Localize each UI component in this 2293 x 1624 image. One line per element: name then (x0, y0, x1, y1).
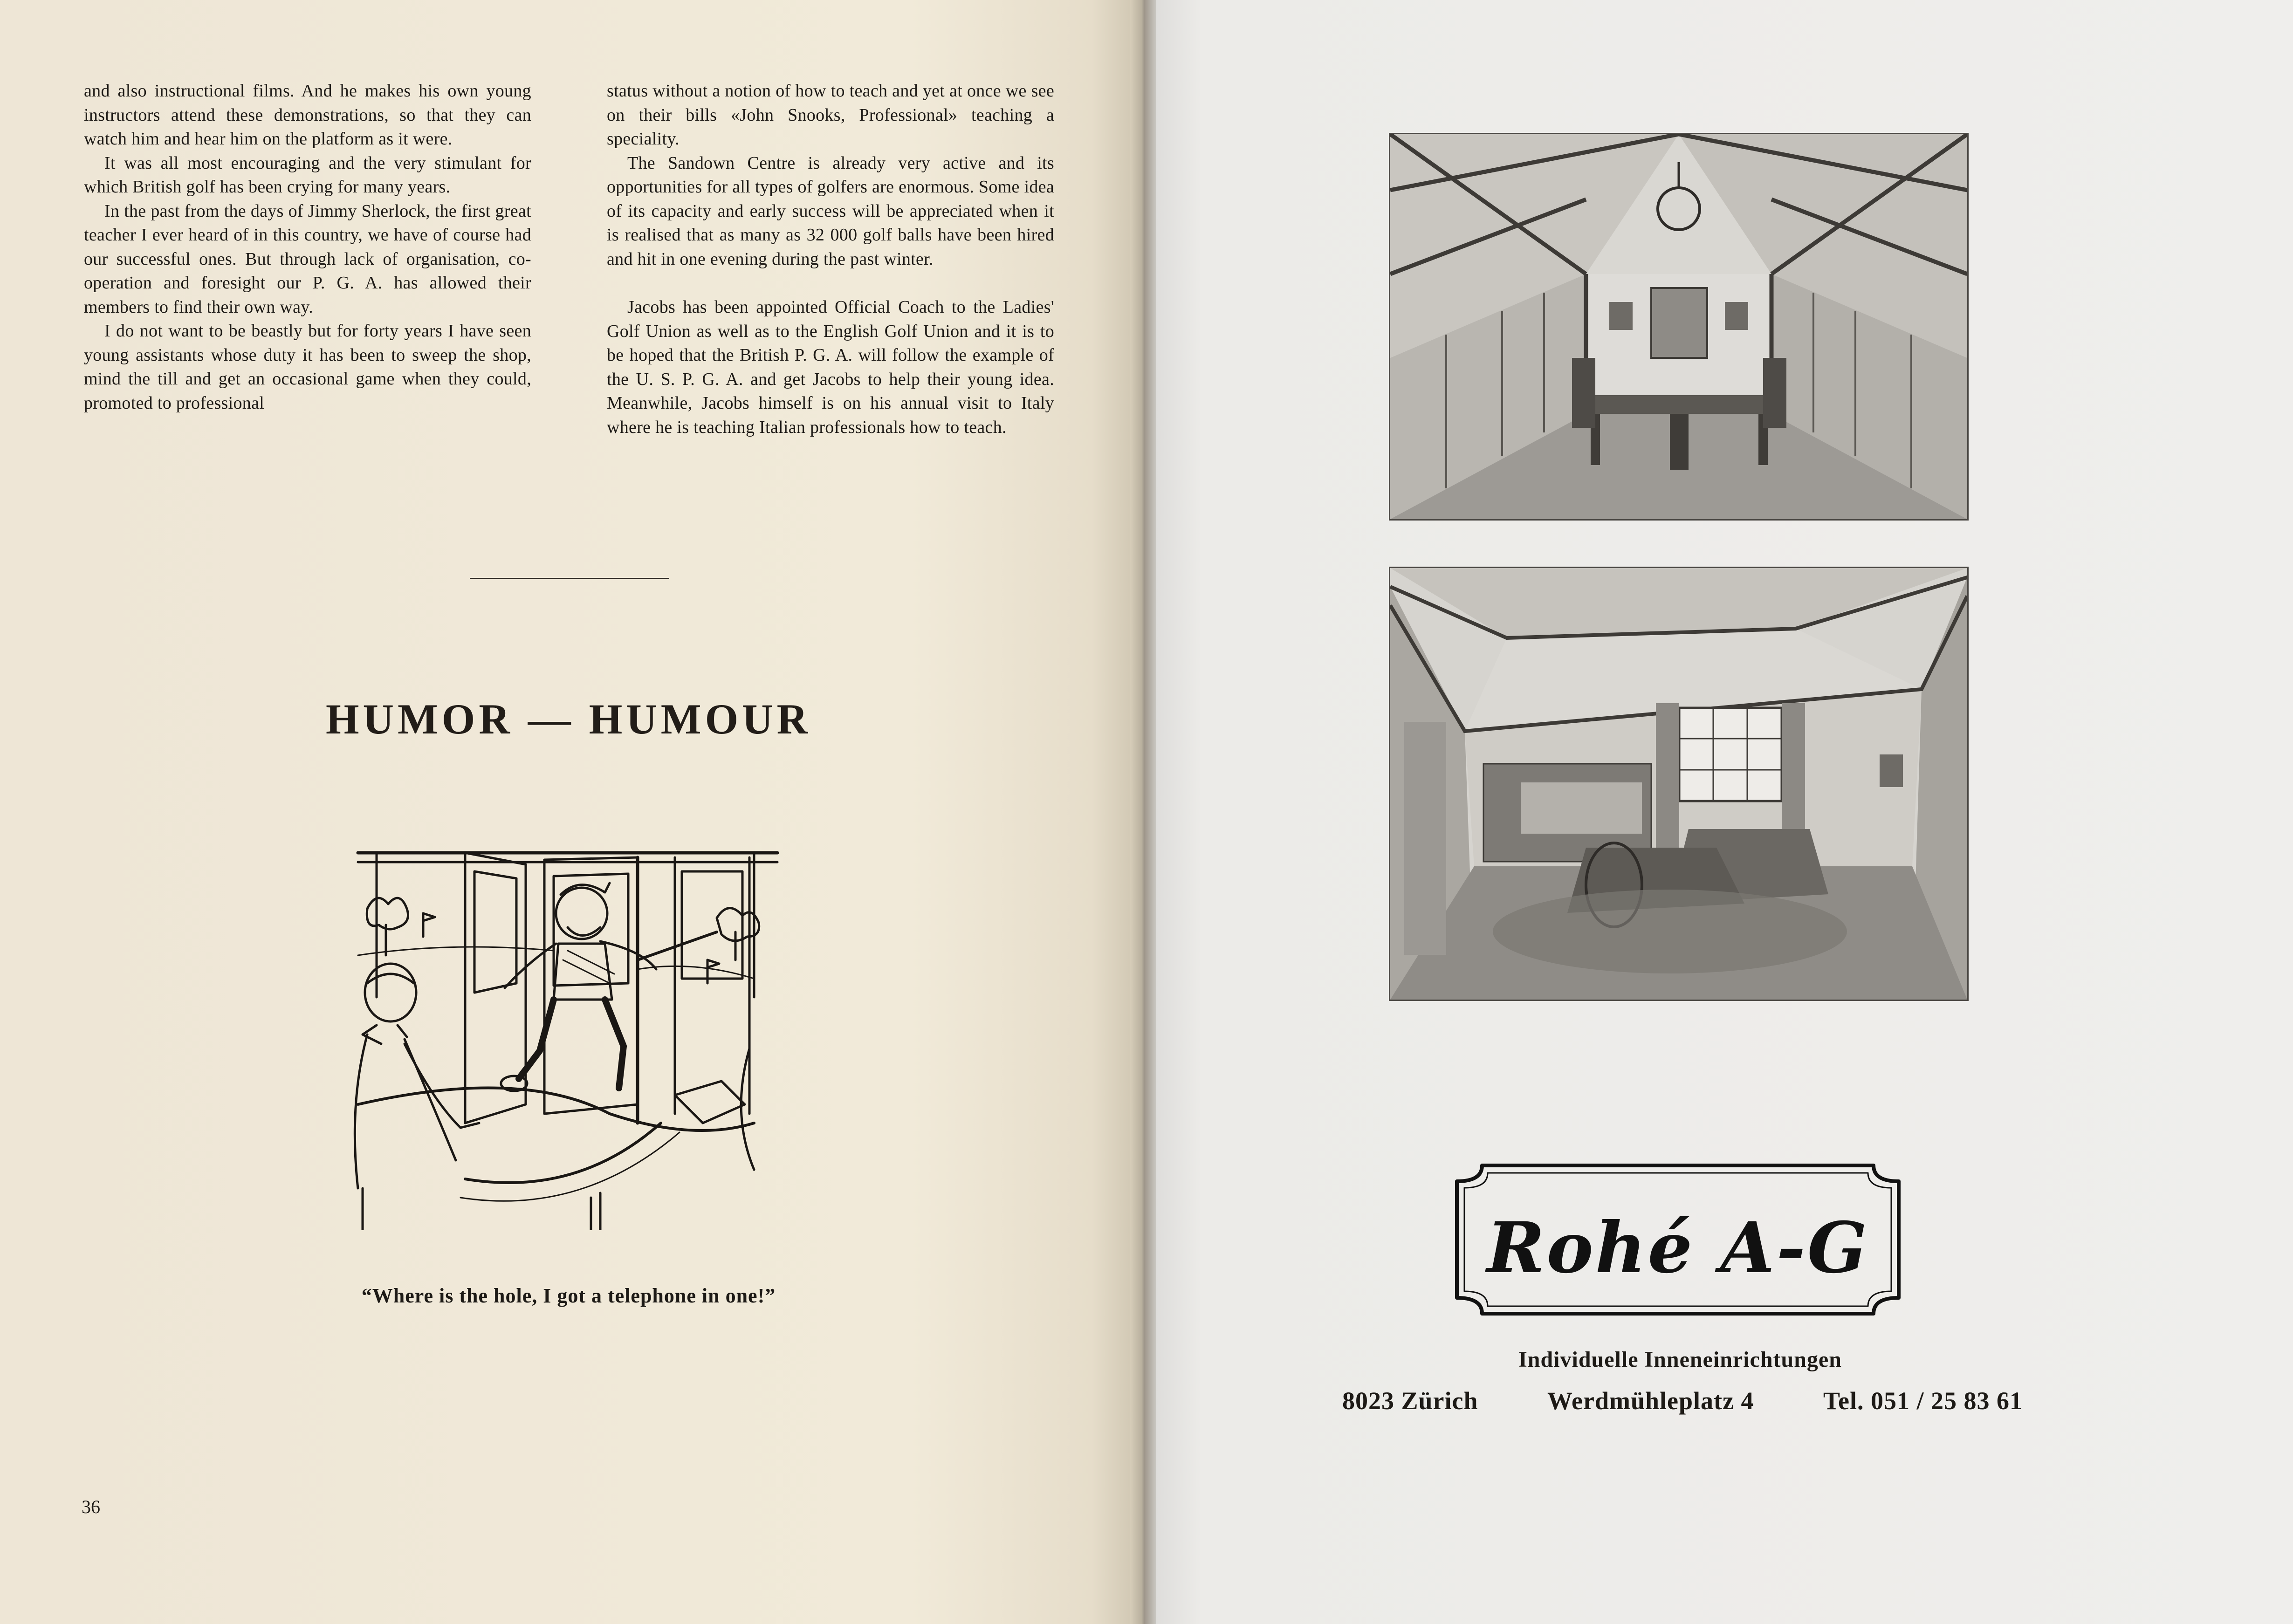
brand-logo-text: Rohé A-G (1486, 1207, 1869, 1289)
attic-dining-room-illustration (1389, 133, 1969, 521)
humor-heading: HUMOR — HUMOUR (325, 695, 812, 743)
left-page (0, 0, 1137, 1624)
paragraph: and also instructional films. And he makes his own young instructors attend these demonstrations, so that they can watch him and hear him on the platform as it were. (84, 81, 531, 149)
attic-living-room-illustration (1389, 567, 1969, 1001)
paragraph: The Sandown Centre is already very active and its opportunities for all types of golfers are enormous. Some idea of its capacity and early success will be appreciated when it is realised that as many as 32 000 golf balls have been hired and hit in one evening during the past winter. (607, 153, 1054, 269)
ad-street: Werdmühleplatz 4 (1547, 1387, 1754, 1415)
cartoon-caption: “Where is the hole, I got a telephone in one!” (361, 1284, 776, 1307)
ad-contact-row (1342, 1386, 2023, 1415)
paragraph: Jacobs has been appointed Official Coach to the Ladies' Golf Union as well as to the English Golf Union and it is to be hoped that the British P. G. A. will follow the example of the U. S. P. G. A. and get Jacobs to help their young idea. Meanwhile, Jacobs himself is on his annual visit to Italy where he is teaching Italian professionals how to teach. (607, 297, 1054, 437)
section-divider (470, 578, 669, 579)
ad-city: 8023 Zürich (1342, 1387, 1478, 1415)
article-column-right (607, 79, 1054, 439)
book-gutter (1130, 0, 1156, 1624)
page-number: 36 (82, 1496, 100, 1517)
paragraph: status without a notion of how to teach and yet at once we see on their bills «John Snooks, Professional» teaching a speciality. (607, 81, 1054, 149)
ad-tagline: Individuelle Inneneinrichtungen (1518, 1347, 1842, 1372)
ad-phone: Tel. 051 / 25 83 61 (1823, 1387, 2023, 1415)
golfer-cartoon-illustration (349, 843, 782, 1230)
article-column-left (84, 79, 531, 415)
paragraph: It was all most encouraging and the very stimulant for which British golf has been crying for many years. (84, 153, 531, 197)
paragraph: In the past from the days of Jimmy Sherlock, the first great teacher I ever heard of in this country, we have of course had our successful ones. But through lack of organisation, co-operation and foresight our P. G. A. has allowed their members to find their own way. (84, 201, 531, 317)
paragraph: I do not want to be beastly but for forty years I have seen young assistants whose duty it has been to sweep the shop, mind the till and get an occasional game when they could, promoted to professional (84, 321, 531, 413)
